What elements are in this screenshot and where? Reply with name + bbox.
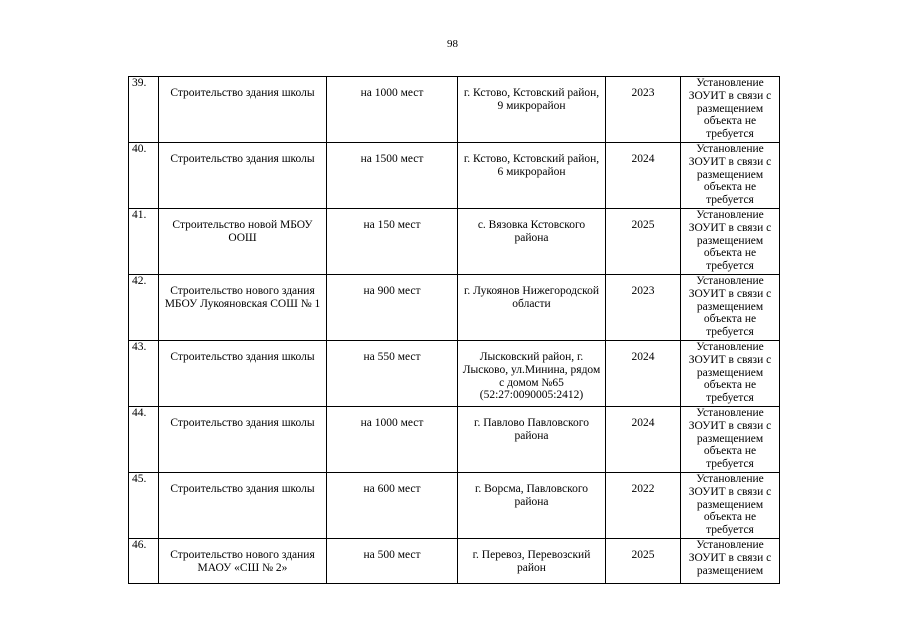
object-name: Строительство здания школы [159,143,327,209]
row-number: 41. [129,209,159,275]
row-number: 43. [129,341,159,407]
object-location: с. Вязовка Кстовского района [458,209,606,275]
object-name: Строительство новой МБОУ ООШ [159,209,327,275]
table-row [129,209,780,275]
table-row [129,539,780,584]
object-name: Строительство нового здания МАОУ «СШ № 2» [159,539,327,584]
object-name: Строительство здания школы [159,341,327,407]
object-year: 2025 [606,209,681,275]
row-number: 46. [129,539,159,584]
page-number: 98 [447,38,458,50]
row-number: 40. [129,143,159,209]
object-capacity: на 600 мест [327,473,458,539]
row-number: 39. [129,77,159,143]
object-location: г. Ворсма, Павловского района [458,473,606,539]
table-row [129,341,780,407]
object-year: 2024 [606,407,681,473]
object-capacity: на 150 мест [327,209,458,275]
object-year: 2024 [606,143,681,209]
object-year: 2024 [606,341,681,407]
zouit-note: Установление ЗОУИТ в связи с размещением объекта не требуется [681,275,780,341]
object-capacity: на 1000 мест [327,407,458,473]
object-capacity: на 1000 мест [327,77,458,143]
zouit-note: Установление ЗОУИТ в связи с размещением [681,539,780,584]
object-capacity: на 900 мест [327,275,458,341]
object-year: 2023 [606,275,681,341]
row-number: 44. [129,407,159,473]
object-name: Строительство здания школы [159,407,327,473]
zouit-note: Установление ЗОУИТ в связи с размещением объекта не требуется [681,209,780,275]
object-capacity: на 1500 мест [327,143,458,209]
table-row [129,77,780,143]
table-row [129,407,780,473]
object-year: 2022 [606,473,681,539]
zouit-note: Установление ЗОУИТ в связи с размещением объекта не требуется [681,473,780,539]
object-location: г. Кстово, Кстовский район, 9 микрорайон [458,77,606,143]
object-capacity: на 550 мест [327,341,458,407]
row-number: 42. [129,275,159,341]
object-year: 2023 [606,77,681,143]
zouit-note: Установление ЗОУИТ в связи с размещением объекта не требуется [681,341,780,407]
object-name: Строительство здания школы [159,77,327,143]
table-row [129,143,780,209]
zouit-note: Установление ЗОУИТ в связи с размещением объекта не требуется [681,77,780,143]
table-row [129,275,780,341]
object-location: г. Лукоянов Нижегородской области [458,275,606,341]
objects-table [128,76,780,584]
object-location: г. Павлово Павловского района [458,407,606,473]
object-year: 2025 [606,539,681,584]
object-location: Лысковский район, г. Лысково, ул.Минина, рядом с домом №65 (52:27:0090005:2412) [458,341,606,407]
zouit-note: Установление ЗОУИТ в связи с размещением объекта не требуется [681,143,780,209]
object-name: Строительство нового здания МБОУ Лукояновская СОШ № 1 [159,275,327,341]
object-location: г. Кстово, Кстовский район, 6 микрорайон [458,143,606,209]
object-capacity: на 500 мест [327,539,458,584]
table-row [129,473,780,539]
row-number: 45. [129,473,159,539]
zouit-note: Установление ЗОУИТ в связи с размещением объекта не требуется [681,407,780,473]
object-location: г. Перевоз, Перевозский район [458,539,606,584]
object-name: Строительство здания школы [159,473,327,539]
